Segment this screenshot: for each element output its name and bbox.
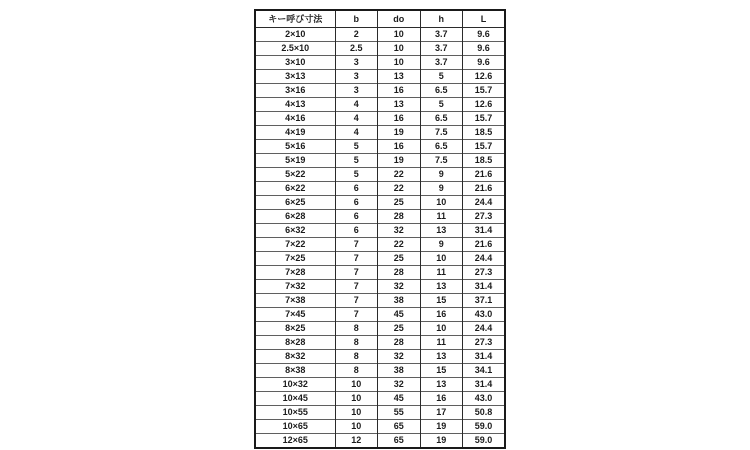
table-cell: 10 (335, 392, 378, 406)
table-cell: 15.7 (463, 140, 506, 154)
table-cell: 10 (378, 56, 421, 70)
table-cell: 10×32 (255, 378, 335, 392)
table-cell: 27.3 (463, 210, 506, 224)
table-cell: 6×28 (255, 210, 335, 224)
table-cell: 3.7 (420, 28, 463, 42)
table-cell: 10 (378, 42, 421, 56)
table-row (255, 56, 505, 70)
table-cell: 21.6 (463, 238, 506, 252)
table-cell: 7 (335, 238, 378, 252)
table-cell: 3.7 (420, 56, 463, 70)
table-cell: 7×22 (255, 238, 335, 252)
table-cell: 31.4 (463, 378, 506, 392)
table-row (255, 238, 505, 252)
table-row (255, 392, 505, 406)
header-cell-key-size: キー呼び寸法 (255, 10, 335, 28)
table-cell: 34.1 (463, 364, 506, 378)
table-cell: 6.5 (420, 140, 463, 154)
table-row (255, 308, 505, 322)
table-cell: 7×28 (255, 266, 335, 280)
table-cell: 21.6 (463, 168, 506, 182)
header-cell-b: b (335, 10, 378, 28)
table-cell: 12.6 (463, 98, 506, 112)
table-cell: 7×25 (255, 252, 335, 266)
table-cell: 10×55 (255, 406, 335, 420)
table-cell: 27.3 (463, 266, 506, 280)
table-cell: 4 (335, 126, 378, 140)
table-cell: 32 (378, 350, 421, 364)
table-row (255, 434, 505, 449)
table-cell: 19 (378, 126, 421, 140)
table-cell: 13 (378, 98, 421, 112)
table-cell: 16 (378, 84, 421, 98)
table-cell: 9 (420, 238, 463, 252)
table-cell: 5 (420, 98, 463, 112)
table-cell: 16 (420, 392, 463, 406)
table-body (255, 28, 505, 449)
table-cell: 7×45 (255, 308, 335, 322)
table-cell: 38 (378, 294, 421, 308)
table-cell: 11 (420, 210, 463, 224)
table-cell: 19 (378, 154, 421, 168)
table-cell: 32 (378, 224, 421, 238)
table-cell: 10 (420, 322, 463, 336)
table-cell: 4×19 (255, 126, 335, 140)
key-dimension-table (254, 9, 506, 449)
table-cell: 13 (420, 280, 463, 294)
table-cell: 2.5×10 (255, 42, 335, 56)
table-row (255, 420, 505, 434)
table-row (255, 224, 505, 238)
table-cell: 38 (378, 364, 421, 378)
table-cell: 11 (420, 336, 463, 350)
table-cell: 59.0 (463, 420, 506, 434)
table-cell: 10 (335, 420, 378, 434)
table-cell: 7 (335, 280, 378, 294)
header-cell-h: h (420, 10, 463, 28)
table-cell: 7×38 (255, 294, 335, 308)
table-cell: 22 (378, 168, 421, 182)
table-cell: 37.1 (463, 294, 506, 308)
table-cell: 25 (378, 196, 421, 210)
table-row (255, 406, 505, 420)
table-row (255, 98, 505, 112)
table-cell: 24.4 (463, 322, 506, 336)
table-cell: 3.7 (420, 42, 463, 56)
table-cell: 19 (420, 420, 463, 434)
table-cell: 32 (378, 280, 421, 294)
table-cell: 45 (378, 308, 421, 322)
table-row (255, 168, 505, 182)
table-cell: 5 (335, 140, 378, 154)
table-cell: 5×19 (255, 154, 335, 168)
table-cell: 24.4 (463, 196, 506, 210)
table-cell: 15 (420, 364, 463, 378)
table-cell: 5×16 (255, 140, 335, 154)
table-cell: 3 (335, 70, 378, 84)
table-row (255, 28, 505, 42)
table-cell: 6.5 (420, 112, 463, 126)
table-cell: 4 (335, 98, 378, 112)
table-row (255, 336, 505, 350)
table-cell: 10 (335, 378, 378, 392)
table-cell: 25 (378, 252, 421, 266)
table-cell: 6×22 (255, 182, 335, 196)
table-cell: 28 (378, 336, 421, 350)
table-cell: 16 (420, 308, 463, 322)
table-cell: 4×16 (255, 112, 335, 126)
table-cell: 4×13 (255, 98, 335, 112)
table-cell: 28 (378, 266, 421, 280)
table-cell: 22 (378, 182, 421, 196)
table-cell: 3×16 (255, 84, 335, 98)
table-cell: 28 (378, 210, 421, 224)
table-cell: 9.6 (463, 56, 506, 70)
table-cell: 9 (420, 168, 463, 182)
table-cell: 27.3 (463, 336, 506, 350)
header-cell-L: L (463, 10, 506, 28)
table-cell: 13 (378, 70, 421, 84)
table-cell: 10×45 (255, 392, 335, 406)
table-cell: 10 (378, 28, 421, 42)
table-row (255, 210, 505, 224)
table-cell: 18.5 (463, 126, 506, 140)
table-row (255, 126, 505, 140)
table-cell: 3×10 (255, 56, 335, 70)
table-row (255, 350, 505, 364)
table-cell: 24.4 (463, 252, 506, 266)
table-row (255, 294, 505, 308)
table-cell: 7.5 (420, 126, 463, 140)
table-cell: 7 (335, 266, 378, 280)
table-cell: 10×65 (255, 420, 335, 434)
table-cell: 3 (335, 84, 378, 98)
table-cell: 5×22 (255, 168, 335, 182)
table-cell: 2.5 (335, 42, 378, 56)
table-cell: 3 (335, 56, 378, 70)
table-cell: 6.5 (420, 84, 463, 98)
table-row (255, 378, 505, 392)
table-cell: 16 (378, 112, 421, 126)
table-cell: 17 (420, 406, 463, 420)
table-cell: 8 (335, 364, 378, 378)
table-cell: 18.5 (463, 154, 506, 168)
table-cell: 6 (335, 182, 378, 196)
table-cell: 43.0 (463, 308, 506, 322)
table-cell: 32 (378, 378, 421, 392)
table-cell: 6×32 (255, 224, 335, 238)
table-cell: 3×13 (255, 70, 335, 84)
table-cell: 65 (378, 434, 421, 449)
table-cell: 7.5 (420, 154, 463, 168)
table-cell: 65 (378, 420, 421, 434)
table-cell: 21.6 (463, 182, 506, 196)
table-cell: 43.0 (463, 392, 506, 406)
table-cell: 8×25 (255, 322, 335, 336)
table-cell: 8×38 (255, 364, 335, 378)
table-cell: 10 (420, 196, 463, 210)
table-row (255, 280, 505, 294)
table-cell: 4 (335, 112, 378, 126)
table-cell: 8×32 (255, 350, 335, 364)
table-cell: 12×65 (255, 434, 335, 449)
table-row (255, 322, 505, 336)
table-cell: 6 (335, 224, 378, 238)
table-cell: 11 (420, 266, 463, 280)
table-row (255, 364, 505, 378)
table-row (255, 70, 505, 84)
table-cell: 2×10 (285, 29, 306, 39)
table-cell: 8 (335, 336, 378, 350)
table-row (255, 182, 505, 196)
table-cell: 10 (420, 252, 463, 266)
table-cell: 6 (335, 196, 378, 210)
table-row (255, 196, 505, 210)
table-cell: 55 (378, 406, 421, 420)
table-row (255, 266, 505, 280)
table-row (255, 112, 505, 126)
table-cell: 5 (335, 154, 378, 168)
table-cell: 2 (335, 28, 378, 42)
table-cell: 31.4 (463, 350, 506, 364)
table-row (255, 252, 505, 266)
table-cell: 8×28 (255, 336, 335, 350)
header-cell-do: do (378, 10, 421, 28)
table-cell: 10 (335, 406, 378, 420)
table-cell: 22 (378, 238, 421, 252)
table-cell: 31.4 (463, 224, 506, 238)
table-cell: 15 (420, 294, 463, 308)
table-cell: 7×32 (255, 280, 335, 294)
table-cell: 8 (335, 350, 378, 364)
table-cell: 16 (378, 140, 421, 154)
table-row (255, 84, 505, 98)
table-cell: 13 (420, 378, 463, 392)
table-cell: 7 (335, 308, 378, 322)
table-cell: 12 (335, 434, 378, 449)
table-cell: 5 (335, 168, 378, 182)
table-row (255, 154, 505, 168)
table-cell: 31.4 (463, 280, 506, 294)
table-cell: 9.6 (463, 28, 506, 42)
table-row (255, 140, 505, 154)
header-row (255, 10, 505, 28)
table-cell: 15.7 (463, 112, 506, 126)
table-cell: 9 (420, 182, 463, 196)
table-cell: 59.0 (463, 434, 506, 449)
table-cell: 19 (420, 434, 463, 449)
table-cell: 12.6 (463, 70, 506, 84)
table-cell: 6 (335, 210, 378, 224)
table-cell: 50.8 (463, 406, 506, 420)
table-cell: 25 (378, 322, 421, 336)
table-cell: 9.6 (463, 42, 506, 56)
table-cell: 15.7 (463, 84, 506, 98)
table-cell: 45 (378, 392, 421, 406)
table-cell: 7 (335, 294, 378, 308)
table-row (255, 42, 505, 56)
table-cell: 13 (420, 224, 463, 238)
table-cell: 6×25 (255, 196, 335, 210)
table-cell: 7 (335, 252, 378, 266)
table-cell: 13 (420, 350, 463, 364)
table-cell: 8 (335, 322, 378, 336)
table-cell: 5 (420, 70, 463, 84)
